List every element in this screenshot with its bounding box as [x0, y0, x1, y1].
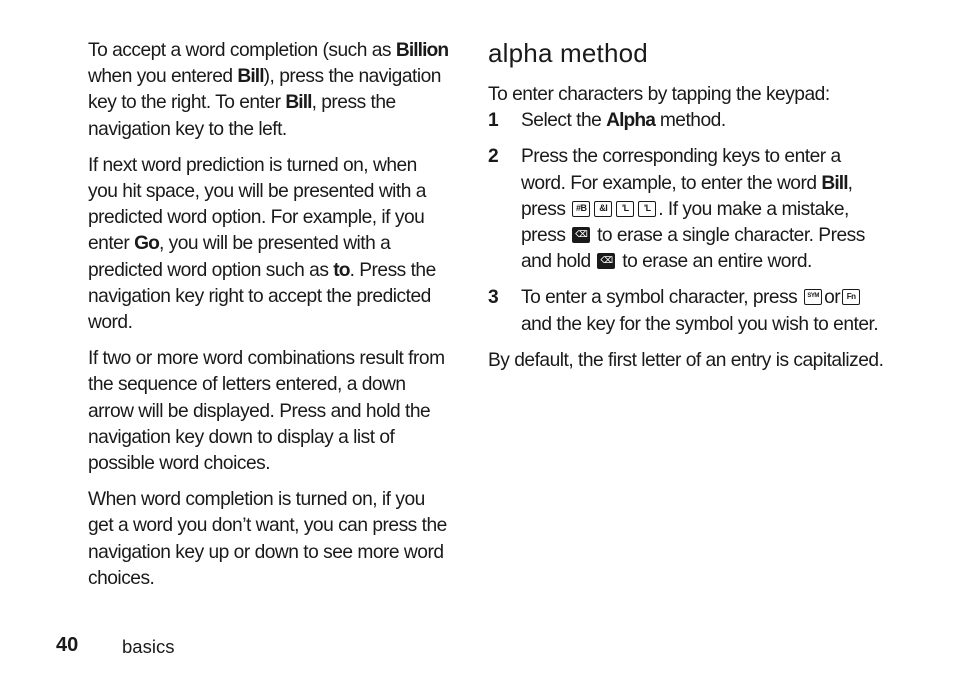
- i-key-icon: &I: [594, 201, 612, 217]
- section-heading: alpha method: [488, 38, 648, 68]
- delete-key-icon: ⌫: [572, 227, 590, 243]
- paragraph-word-prediction: If next word prediction is turned on, when you hit space, you will be presented with a predicted word option. For example, if you enter Go, you will be presented with a predicted word option such as to. Press the navigation key right to accept the predicted word.: [88, 154, 436, 334]
- step-list: [488, 108, 888, 338]
- paragraph-word-combinations: If two or more word combinations result from the sequence of letters entered, a down arrow will be displayed. Press and hold the navigation key down to display a list of possible word choices.: [88, 348, 445, 475]
- l-key-icon: 'L: [638, 201, 656, 217]
- step-item: [488, 285, 888, 337]
- step-item: [488, 144, 888, 275]
- outro-text: By default, the first letter of an entry is capitalized.: [488, 349, 884, 371]
- paragraph-more-choices: When word completion is turned on, if you get a word you don’t want, you can press the navigation key up or down to see more word choices.: [88, 489, 447, 589]
- step-text: Select the Alpha method.: [521, 110, 726, 132]
- step-text: Press the corresponding keys to enter a word. For example, to enter the word Bill, press #B &I 'L 'L . If you make a mistake, press ⌫ to erase a single character. Press and hold ⌫ to erase an entire word.: [521, 146, 865, 273]
- fn-key-icon: Fn: [842, 289, 860, 305]
- page-number: 40: [56, 634, 79, 656]
- step-number: 2: [488, 146, 499, 168]
- delete-key-icon: ⌫: [597, 253, 615, 269]
- paragraph-word-completion: To accept a word completion (such as Billion when you entered Bill), press the navigation key to the right. To enter Bill, press the navigation key to the left.: [88, 40, 449, 140]
- intro-text: To enter characters by tapping the keypad:: [488, 84, 830, 105]
- step-number: 1: [488, 110, 499, 132]
- step-number: 3: [488, 287, 499, 309]
- step-item: [488, 108, 888, 134]
- right-column: [488, 38, 888, 384]
- step-text: To enter a symbol character, press SYM or Fn and the key for the symbol you wish to enter.: [521, 287, 879, 335]
- section-label: basics: [122, 636, 175, 657]
- left-column: [88, 38, 450, 602]
- l-key-icon: 'L: [616, 201, 634, 217]
- sym-key-icon: SYM: [804, 289, 822, 305]
- b-key-icon: #B: [572, 201, 590, 217]
